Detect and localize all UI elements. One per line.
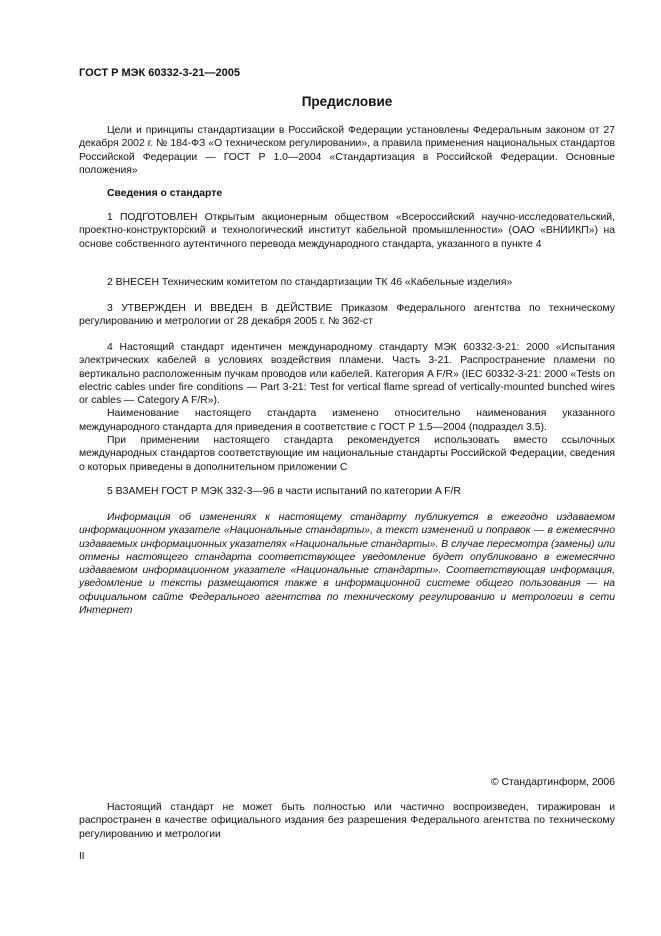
item-2-block: [79, 276, 615, 289]
item-5-paragraph: 5 ВЗАМЕН ГОСТ Р МЭК 332-3—96 в части испытаний по категории A F/R: [107, 486, 461, 497]
copyright-line: © Стандартинформ, 2006: [490, 777, 615, 788]
item-3-block: [79, 302, 615, 329]
page-title: Предисловие: [301, 94, 393, 109]
notice-block: [79, 511, 615, 617]
item-1-paragraph: 1 ПОДГОТОВЛЕН Открытым акционерным обществом «Всероссийский научно-исследовательский, проектно-конструкторский и технологический институт кабельной промышленности» (ОАО «ВНИИКП») на основе собственного аутентичного перевода международного стандарта, указанного в пункте 4: [79, 212, 615, 250]
item-4-paragraph-3: При применении настоящего стандарта рекомендуется использовать вместо ссылочных международных стандартов соответствующие им национальные стандарты Российской Федерации, сведения о которых приведены в дополнительном приложении C: [79, 435, 615, 473]
intro-block: [79, 124, 615, 177]
item-5-block: [79, 485, 615, 498]
item-3-paragraph: 3 УТВЕРЖДЕН И ВВЕДЕН В ДЕЙСТВИЕ Приказом Федерального агентства по техническому регулированию и метрологии от 28 декабря 2005 г. № 362-ст: [79, 303, 615, 328]
item-4-paragraph-1: 4 Настоящий стандарт идентичен международному стандарту МЭК 60332-3-21: 2000 «Испытания электрических кабелей в условиях воздействия пламени. Часть 3-21. Распространение пламени по вертикально расположенным пучкам проводов или кабелей. Категория A F/R» (IEC 60332-3-21: 2000 «Tests on electric cables under fire conditions — Part 3-21: Test for vertical flame spread of vertically-mounted bunched wires or cables — Category A F/R»).: [79, 342, 615, 407]
section-subheading: Сведения о стандарте: [107, 188, 223, 199]
standard-code-header: ГОСТ Р МЭК 60332-3-21—2005: [79, 67, 240, 79]
intro-paragraph: Цели и принципы стандартизации в Российской Федерации установлены Федеральным законом от 27 декабря 2002 г. № 184-ФЗ «О техническом регулировании», а правила применения национальных стандартов Российской Федерации — ГОСТ Р 1.0—2004 «Стандартизация в Российской Федерации. Основные положения»: [79, 125, 615, 176]
rights-block: [79, 801, 615, 841]
item-2-paragraph: 2 ВНЕСЕН Техническим комитетом по стандартизации ТК 46 «Кабельные изделия»: [107, 277, 513, 288]
item-1-block: [79, 211, 615, 251]
rights-paragraph: Настоящий стандарт не может быть полностью или частично воспроизведен, тиражирован и распространен в качестве официального издания без разрешения Федерального агентства по техническому регулированию и метрологии: [79, 802, 615, 840]
notice-paragraph: Информация об изменениях к настоящему стандарту публикуется в ежегодно издаваемом информационном указателе «Национальные стандарты», а текст изменений и поправок — в ежемесячно издаваемых информационных указателях «Национальные стандарты». В случае пересмотра (замены) или отмены настоящего стандарта соответствующее уведомление будет опубликовано в ежемесячно издаваемом информационном указателе «Национальные стандарты». Соответствующая информация, уведомление и тексты размещаются также в информационной системе общего пользования — на официальном сайте Федерального агентства по техническому регулированию и метрологии в сети Интернет: [79, 512, 615, 617]
page-number: II: [79, 851, 85, 862]
item-4-block: [79, 341, 615, 474]
item-4-paragraph-2: Наименование настоящего стандарта изменено относительно наименования указанного международного стандарта для приведения в соответствие с ГОСТ Р 1.5—2004 (подраздел 3.5).: [79, 408, 615, 433]
